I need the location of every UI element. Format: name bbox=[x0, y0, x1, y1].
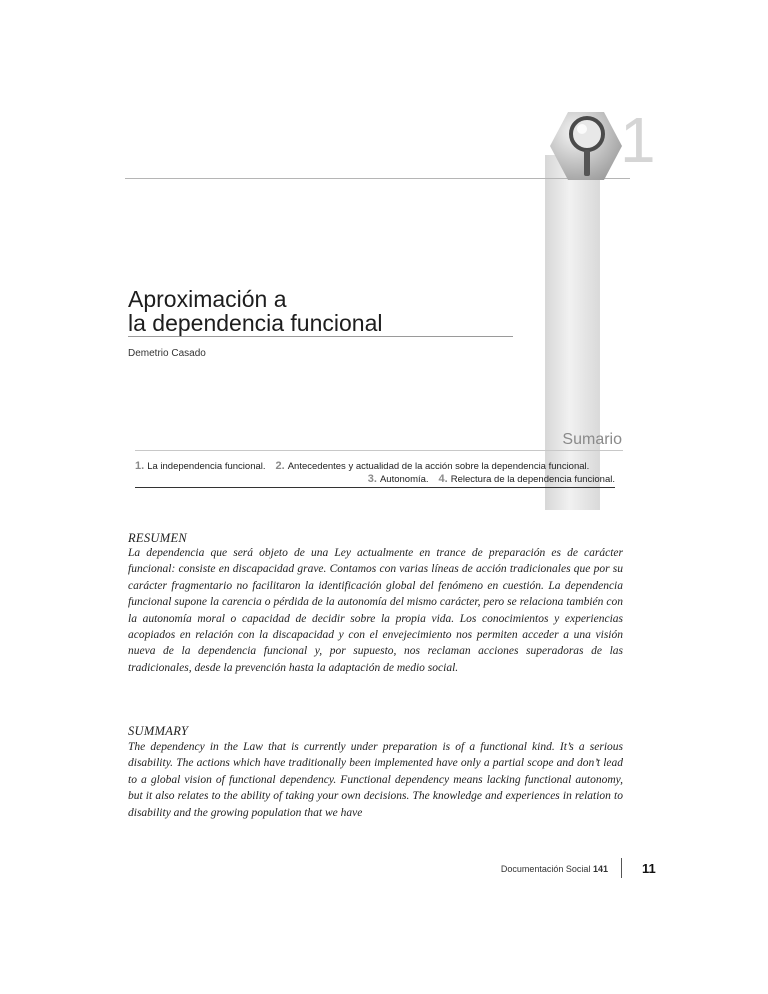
sumario-item-label: Relectura de la dependencia funcional. bbox=[450, 474, 615, 485]
resumen-paragraph: La dependencia que será objeto de una Ley actualmente en trance de preparación es de carácter funcional: consiste en discapacidad grave. Contamos con varias líneas de acción tradicionales que por su carácter fragmentario no facilitaron la identificación global del fenómeno en cuestión. La dependencia funcional supone la carencia o pérdida de la autonomía del mismo carácter, pero se relaciona también con la autonomía moral o capacidad de decidir sobre la propia vida. Los conocimientos y experiencias acopiados en relación con la discapacidad y con el envejecimiento nos permiten acceder a una visión nueva de la dependencia funcional y, por supuesto, nos reclaman acciones superadoras de las tradicionales, desde la prevención hasta la adaptación de medio social. bbox=[128, 547, 623, 674]
summary-heading: SUMMARY bbox=[128, 724, 189, 738]
author-name: Demetrio Casado bbox=[128, 348, 206, 359]
sumario-item-number: 2. bbox=[275, 460, 285, 472]
sumario-item-label: Antecedentes y actualidad de la acción sobre la dependencia funcional. bbox=[287, 461, 590, 472]
sumario-item bbox=[276, 460, 590, 473]
article-title bbox=[128, 287, 513, 335]
sumario-rule-top bbox=[135, 450, 623, 451]
chapter-band bbox=[545, 155, 600, 510]
sumario-item-label: Autonomía. bbox=[379, 474, 429, 485]
sumario-list bbox=[135, 460, 615, 486]
page-number: 11 bbox=[642, 861, 656, 876]
sumario-heading: Sumario bbox=[562, 431, 622, 448]
sumario-rule-bottom bbox=[135, 487, 615, 488]
footer-rule bbox=[621, 858, 622, 878]
title-line-2: la dependencia funcional bbox=[128, 310, 383, 336]
footer-journal bbox=[501, 864, 608, 874]
sumario-item bbox=[368, 473, 429, 486]
resumen-heading: RESUMEN bbox=[128, 531, 188, 545]
journal-name: Documentación Social bbox=[500, 864, 591, 874]
title-line-1: Aproximación a bbox=[128, 286, 287, 312]
chapter-number: 1 bbox=[620, 104, 656, 176]
sumario-item-number: 1. bbox=[135, 460, 145, 472]
sumario-item-number: 3. bbox=[367, 473, 377, 485]
sumario-item-number: 4. bbox=[438, 473, 448, 485]
sumario-item bbox=[135, 460, 266, 473]
sumario-item-label: La independencia funcional. bbox=[147, 461, 266, 472]
summary-paragraph: The dependency in the Law that is currently under preparation is of a functional kind. It’s a serious disability. The actions which have traditionally been implemented have only a partial scope and don’t lead to a global vision of functional dependency. Functional dependency means lacking functional autonomy, but it also relates to the ability of taking your own decisions. The knowledge and experiences in relation to disability and the growing population that we have bbox=[128, 741, 623, 819]
magnifier-icon bbox=[560, 110, 616, 180]
header-rule bbox=[125, 178, 630, 179]
sumario-item bbox=[439, 473, 615, 486]
title-rule bbox=[128, 336, 513, 337]
journal-issue: 141 bbox=[592, 864, 608, 874]
